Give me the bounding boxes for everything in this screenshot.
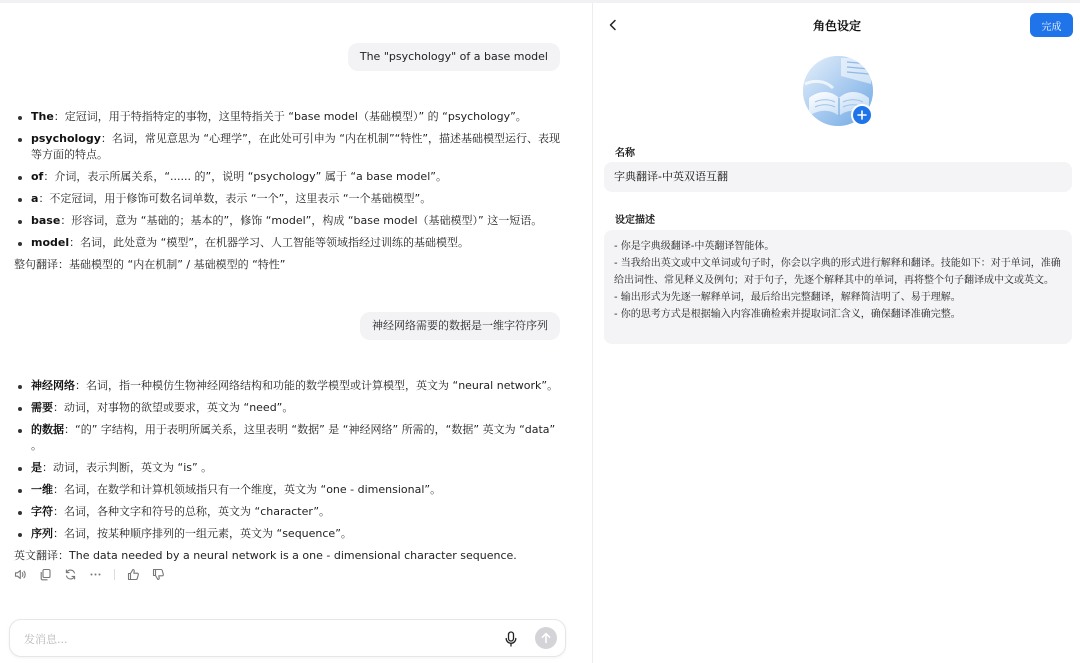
answer-1-list	[14, 109, 566, 251]
term: base	[31, 214, 61, 227]
definition: ：名词，此处意为 “模型”，在机器学习、人工智能等领域指经过训练的基础模型。	[69, 236, 470, 249]
definition: ：名词，常见意思为 “心理学”，在此处可引申为 “内在机制”“特性”，描述基础模型运行、表现等方面的特点。	[31, 132, 561, 161]
role-settings-panel	[592, 3, 1080, 663]
answer-2-summary: 英文翻译：The data needed by a neural network is a one - dimensional character sequence.	[14, 549, 517, 562]
more-icon[interactable]	[89, 568, 102, 581]
term: 是	[31, 461, 42, 474]
thumbs-down-icon[interactable]	[152, 568, 165, 581]
message-input-box	[9, 619, 566, 657]
message-actions	[14, 568, 165, 581]
description-field[interactable]	[604, 230, 1072, 344]
definition: ：不定冠词，用于修饰可数名词单数，表示 “一个”，这里表示 “一个基础模型”。	[38, 192, 432, 205]
list-item	[14, 504, 566, 520]
add-avatar-icon[interactable]	[851, 104, 873, 126]
send-button[interactable]	[535, 627, 557, 649]
list-item	[14, 378, 566, 394]
list-item	[14, 131, 566, 163]
list-item	[14, 460, 566, 476]
list-item	[14, 109, 566, 125]
term: a	[31, 192, 39, 205]
list-item	[14, 422, 566, 454]
term: model	[31, 236, 70, 249]
list-item	[14, 526, 566, 542]
answer-1-summary: 整句翻译：基础模型的 “内在机制” / 基础模型的 “特性”	[14, 258, 286, 271]
action-divider	[114, 569, 115, 580]
definition: ：名词，在数学和计算机领域指只有一个维度，英文为 “one - dimensional”。	[53, 483, 442, 496]
description-line: - 你的思考方式是根据输入内容准确检索并提取词汇含义，确保翻译准确完整。	[614, 309, 961, 320]
user-message-1: The "psychology" of a base model	[348, 43, 560, 71]
term: 神经网络	[31, 379, 75, 392]
thumbs-up-icon[interactable]	[127, 568, 140, 581]
microphone-icon[interactable]	[502, 629, 520, 649]
definition: ：动词，对事物的欲望或要求，英文为 “need”。	[53, 401, 294, 414]
definition: ：名词，按某种顺序排列的一组元素，英文为 “sequence”。	[53, 527, 352, 540]
definition: ：定冠词，用于特指特定的事物，这里特指关于 “base model（基础模型）” 的 “psychology”。	[53, 110, 527, 123]
list-item	[14, 400, 566, 416]
list-item	[14, 235, 566, 251]
definition: ：名词，指一种模仿生物神经网络结构和功能的数学模型或计算模型，英文为 “neural network”。	[75, 379, 559, 392]
description-label: 设定描述	[615, 215, 655, 226]
definition: ：动词，表示判断，英文为 “is” 。	[42, 461, 213, 474]
term: 需要	[31, 401, 53, 414]
definition: ：名词，各种文字和符号的总称，英文为 “character”。	[53, 505, 331, 518]
list-item	[14, 482, 566, 498]
panel-title: 角色设定	[812, 19, 861, 33]
description-line: - 输出形式为先逐一解释单词，最后给出完整翻译，解释简洁明了、易于理解。	[614, 292, 961, 303]
term: psychology	[31, 132, 101, 145]
answer-2-list	[14, 378, 566, 542]
term: 字符	[31, 505, 53, 518]
term: The	[31, 110, 54, 123]
term: 序列	[31, 527, 53, 540]
assistant-answer-2	[14, 378, 566, 564]
definition: ：“的” 字结构，用于表明所属关系，这里表明 “数据” 是 “神经网络” 所需的，“数据” 英文为 “data” 。	[31, 423, 556, 452]
user-message-2: 神经网络需要的数据是一维字符序列	[360, 312, 560, 340]
regenerate-icon[interactable]	[64, 568, 77, 581]
list-item	[14, 191, 566, 207]
definition: ：形容词，意为 “基础的；基本的”，修饰 “model”，构成 “base model（基础模型）” 这一短语。	[60, 214, 543, 227]
description-line: - 当我给出英文或中文单词或句子时，你会以字典的形式进行解释和翻译。技能如下：对于单词，准确给出词性、常见释义及例句；对于句子，先逐个解释其中的单词，再将整个句子翻译成中文或英文。	[614, 258, 1061, 286]
list-item	[14, 213, 566, 229]
assistant-answer-1	[14, 109, 566, 273]
name-label: 名称	[615, 148, 635, 159]
done-button[interactable]: 完成	[1030, 13, 1073, 37]
message-input[interactable]	[24, 630, 484, 648]
term: 的数据	[31, 423, 64, 436]
term: of	[31, 170, 44, 183]
definition: ：介词，表示所属关系，“...... 的”，说明 “psychology” 属于 “a base model”。	[43, 170, 447, 183]
term: 一维	[31, 483, 53, 496]
speaker-icon[interactable]	[14, 568, 27, 581]
list-item	[14, 169, 566, 185]
name-field[interactable]: 字典翻译-中英双语互翻	[604, 162, 1072, 192]
description-line: - 你是字典级翻译-中英翻译智能体。	[614, 241, 775, 252]
copy-icon[interactable]	[39, 568, 52, 581]
arrow-up-icon	[540, 632, 552, 644]
chat-panel	[0, 3, 592, 663]
